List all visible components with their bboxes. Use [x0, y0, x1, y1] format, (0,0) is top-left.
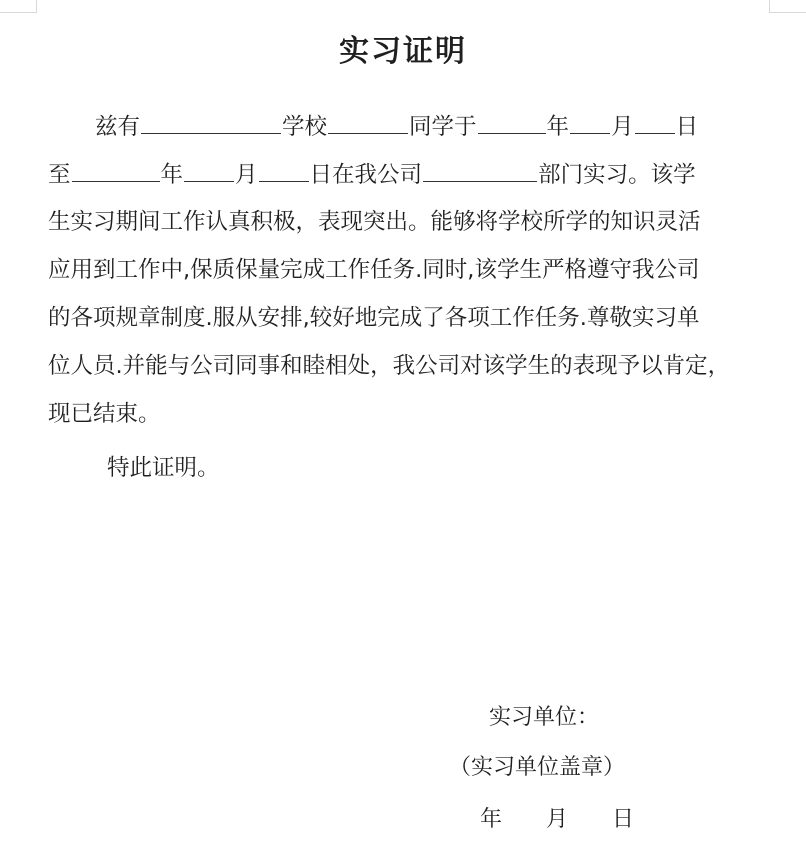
- start-month-blank: [570, 109, 610, 134]
- page-corner-mark-left: [0, 0, 37, 13]
- text-segment: 月: [235, 162, 258, 188]
- student-name-blank: [328, 109, 408, 134]
- end-month-blank: [184, 157, 234, 182]
- text-segment: 同学于: [409, 114, 477, 140]
- text-segment: 日: [675, 114, 699, 140]
- page-corner-mark-right: [769, 0, 806, 13]
- text-segment: 年: [160, 162, 184, 188]
- paragraph-line-7: 现已结束。: [48, 401, 161, 427]
- paragraph-line-3: 生实习期间工作认真积极，表现突出。能够将学校所学的知识灵活: [48, 209, 701, 235]
- paragraph-line-5: 的各项规章制度.服从安排,较好地完成了各项工作任务.尊敬实习单: [48, 305, 700, 331]
- text-segment: 至: [48, 162, 71, 188]
- paragraph-line-1: [95, 107, 788, 147]
- department-blank: [423, 157, 537, 182]
- unit-seal-label: （实习单位盖章）: [449, 755, 626, 780]
- paragraph-line-2: [48, 155, 788, 195]
- start-day-blank: [635, 109, 675, 134]
- paragraph-line-6: 位人员.并能与公司同事和睦相处，我公司对该学生的表现予以肯定，: [48, 353, 731, 379]
- text-segment: 月: [611, 114, 634, 140]
- end-day-blank: [259, 157, 309, 182]
- start-year-blank: [478, 109, 546, 134]
- text-segment: 日在我公司: [309, 162, 423, 188]
- internship-unit-label: 实习单位：: [489, 705, 600, 730]
- text-segment: 兹有: [95, 114, 141, 140]
- paragraph-line-4: 应用到工作中,保质保量完成工作任务.同时,该学生严格遵守我公司: [48, 257, 700, 283]
- document-title: 实习证明: [339, 34, 467, 69]
- signature-date-label: 年 月 日: [480, 807, 635, 832]
- text-segment: 学校: [282, 114, 328, 140]
- school-name-blank: [141, 109, 281, 134]
- end-year-blank: [72, 157, 160, 182]
- closing-statement: 特此证明。: [107, 455, 220, 481]
- text-segment: 部门实习。该学: [538, 162, 696, 188]
- text-segment: 年: [546, 114, 570, 140]
